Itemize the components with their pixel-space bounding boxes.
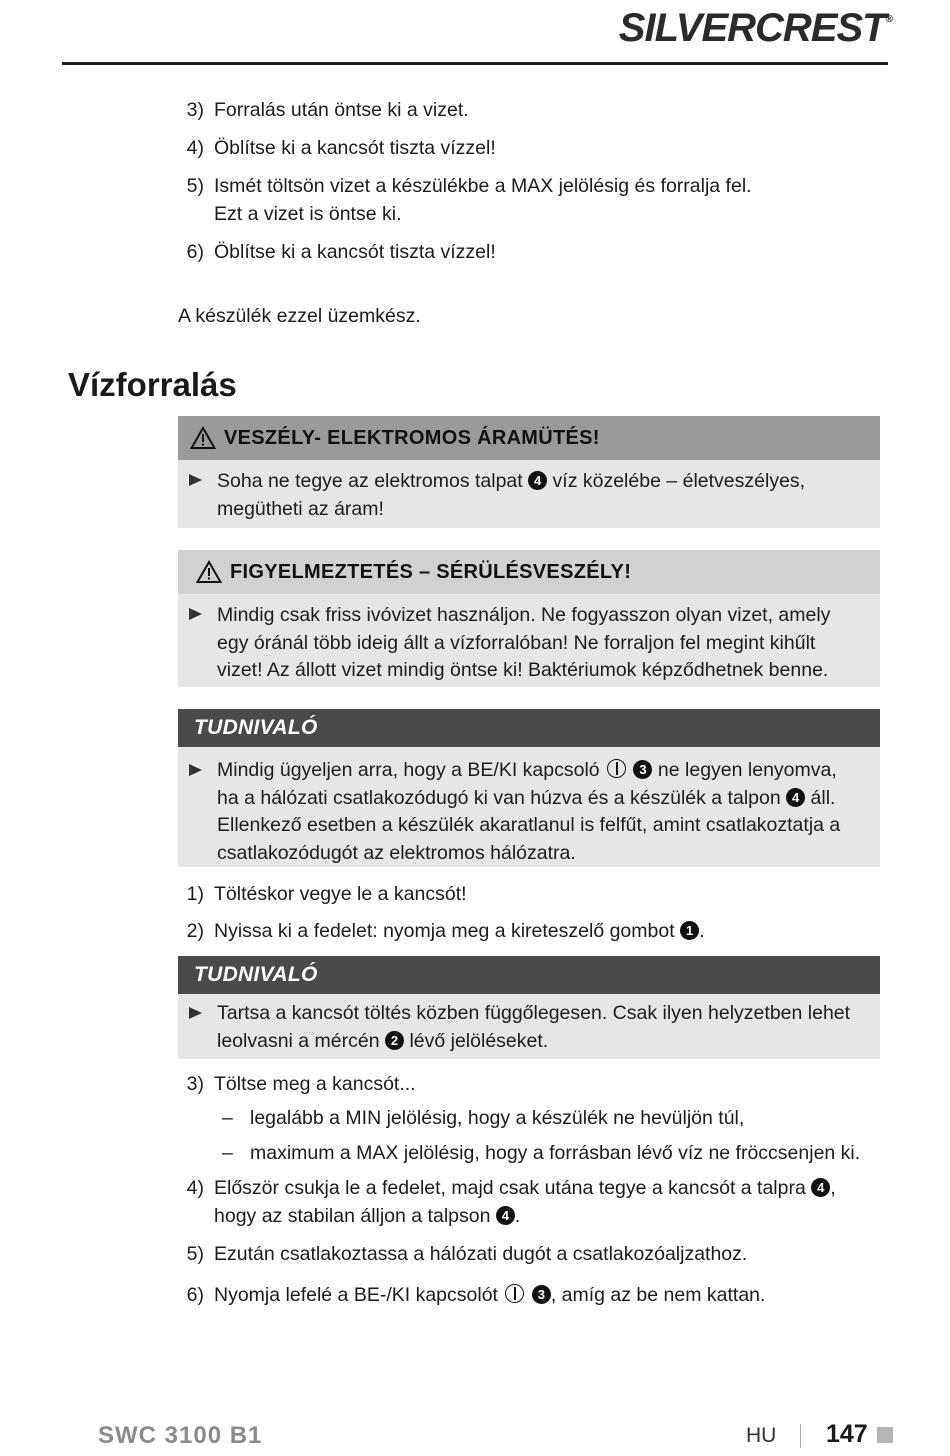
brand-logo: SILVERCREST® xyxy=(618,6,892,50)
sub-list-item: – maximum a MAX jelölésig, hogy a forrásban lévő víz ne fröccsenjen ki. xyxy=(222,1142,861,1164)
part-ref-badge: 1 xyxy=(680,921,699,940)
list-item: 1) Töltéskor vegye le a kancsót! xyxy=(186,883,467,905)
list-item: 4) Öblítse ki a kancsót tiszta vízzel! xyxy=(186,137,496,159)
part-ref-badge: 4 xyxy=(811,1178,830,1197)
bullet-arrow-icon xyxy=(189,474,202,486)
part-ref-badge: 2 xyxy=(385,1031,404,1050)
list-item: 5) Ezután csatlakoztassa a hálózati dugót a csatlakozóaljzathoz. xyxy=(186,1243,748,1265)
part-ref-badge: 4 xyxy=(786,788,805,807)
ready-text: A készülék ezzel üzemkész. xyxy=(178,305,421,327)
footer-square-icon xyxy=(877,1427,893,1443)
warning-box-title: FIGYELMEZTETÉS – SÉRÜLÉSVESZÉLY! xyxy=(230,560,632,583)
danger-box-title: VESZÉLY- ELEKTROMOS ÁRAMÜTÉS! xyxy=(224,426,600,449)
list-item: 4) Először csukja le a fedelet, majd csak utána tegye a kancsót a talpra 4 , hogy az stabilan álljon a talpson 4 . xyxy=(186,1177,836,1227)
note-box-title: TUDNIVALÓ xyxy=(194,716,318,739)
page-number: 147 xyxy=(826,1420,868,1448)
bullet-arrow-icon xyxy=(189,1007,202,1019)
list-item: 2) Nyissa ki a fedelet: nyomja meg a kireteszelő gombot 1 . xyxy=(186,920,705,942)
part-ref-badge: 4 xyxy=(496,1206,515,1225)
section-title: Vízforralás xyxy=(68,366,237,403)
warning-triangle-icon xyxy=(196,560,222,584)
footer-language: HU xyxy=(746,1424,777,1447)
footer-model: SWC 3100 B1 xyxy=(98,1422,263,1449)
footer-separator xyxy=(800,1424,801,1448)
list-item: 6) Nyomja lefelé a BE-/KI kapcsolót 3 , amíg az be nem kattan. xyxy=(186,1284,766,1306)
list-item: 5) Ismét töltsön vizet a készülékbe a MAX jelölésig és forralja fel. Ezt a vizet is öntse ki. xyxy=(186,175,752,225)
header-rule xyxy=(62,62,888,65)
note-box xyxy=(178,709,880,867)
power-icon xyxy=(607,759,626,778)
warning-box-body: Mindig csak friss ivóvizet használjon. Ne fogyasszon olyan vizet, amely egy óránál több ideig állt a vízforralóban! Ne forraljon fel megint kihűlt vizet! Az állott vizet mindig öntse ki! Baktériumok képződhetnek benne. xyxy=(178,594,880,693)
registered-mark: ® xyxy=(885,14,892,25)
bullet-arrow-icon xyxy=(189,608,202,620)
note-box-body: Tartsa a kancsót töltés közben függőlegesen. Csak ilyen helyzetben lehet leolvasni a mércén 2 lévő jelöléseket. xyxy=(178,994,880,1063)
power-icon xyxy=(505,1284,524,1303)
part-ref-badge: 4 xyxy=(528,471,547,490)
part-ref-badge: 3 xyxy=(532,1285,551,1304)
list-item: 6) Öblítse ki a kancsót tiszta vízzel! xyxy=(186,241,496,263)
sub-list-item: – legalább a MIN jelölésig, hogy a készülék ne hevüljön túl, xyxy=(222,1107,745,1129)
note-box-header xyxy=(178,709,880,747)
warning-box xyxy=(178,550,880,687)
warning-triangle-icon xyxy=(190,426,216,450)
note-box-body: Mindig ügyeljen arra, hogy a BE/KI kapcsoló 3 ne legyen lenyomva, ha a hálózati csatlakozódugó ki van húzva és a készülék a talpon 4 áll. Ellenkező esetben a készülék akaratlanul is felfűt, amint csatlakoztatja a csatlakozódugót az elektromos hálózatra. xyxy=(178,747,880,875)
warning-box-header xyxy=(178,550,880,594)
bullet-arrow-icon xyxy=(189,764,202,776)
note-box xyxy=(178,956,880,1059)
list-item: 3) Töltse meg a kancsót... xyxy=(186,1073,416,1095)
danger-box xyxy=(178,416,880,528)
note-box-header xyxy=(178,956,880,994)
list-item: 3) Forralás után öntse ki a vizet. xyxy=(186,99,469,121)
note-box-title: TUDNIVALÓ xyxy=(194,963,318,986)
part-ref-badge: 3 xyxy=(633,760,652,779)
danger-box-header xyxy=(178,416,880,460)
danger-box-body: Soha ne tegye az elektromos talpat 4 víz közelébe – életveszélyes, megütheti az áram! xyxy=(178,460,880,531)
